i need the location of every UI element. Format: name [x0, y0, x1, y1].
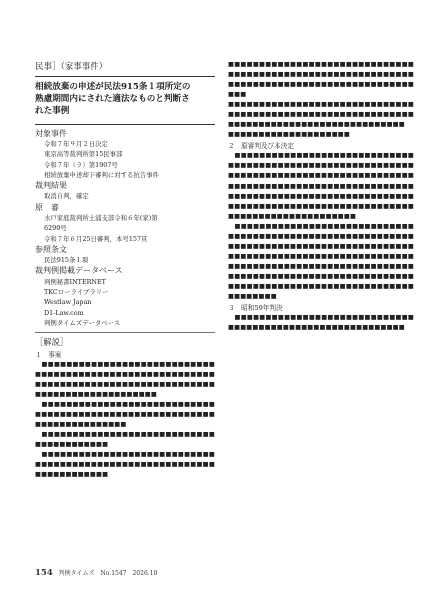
top-rule: [35, 76, 215, 77]
subject-label: 対象事件: [35, 128, 67, 138]
body-paragraph: ■■■■■■■■■■■■■■■■■■■■: [228, 131, 350, 139]
database-line: TKCローライブラリー: [44, 288, 109, 297]
right-column: [228, 60, 414, 333]
left-column: [35, 60, 215, 481]
page-number: 154: [35, 568, 53, 578]
subject-line: 東京高等裁判所第15民事部: [44, 150, 123, 159]
body-paragraph: ■■■■■■■■■■■■■■■■■■■■■■■■■■■■■■■■■■■■■■■■■■■■■■■■■■■■■■■■■■■■■■■■■■■■■■■■■■■■■■■■■■■■■■■■■■■■■■■■■■■■■■■■■■■■■■■■■■■■■■■■■■■■■■■■■■■■■■■■■■■■■■■■■■■■■■■■■■■■■■■■■■■■■■■■■■■■■■■■■■■■■■■■■■■■■■■■■■■■■■■■■■■■■■■■■■■■■■■■■: [228, 222, 414, 301]
body-paragraph: ■■■■■■■■■■■■■■■■■■■■■■■■■■■■■■■■■■■■■■■■■■■■■■■■■■■■■■■■■■■■■■■■■■■■■■■■■■■■■■■■■■■■■■■■■■■■■■■■■■■■■■■■■■: [35, 360, 215, 399]
body-paragraph: ■■■■■■■■■■■■■■■■■■■■■■■■■■■■■■■■■■■■■■■■■■■■■■■■■■■■■■■■■■■■■■■■■■■■■■■■■■■■■■■■■■■■■■■■■■■■■■■■■■■■■■■■■■■■■■■■■■■■■■■■■■■■■■■■■■■■■■■■■■■■■■■■■■■■■■■■■■■■■■■■■■■■■■■■■■■■■■■■■■■■■■■■■■■■■■■■■■■■■■■■: [228, 152, 414, 220]
result-label: 裁判結果: [35, 180, 67, 190]
title-line: 熟慮期間内にされた適法なものと判断さ: [35, 94, 190, 105]
database-line: D1-Law.com: [44, 308, 84, 317]
page-footer: [35, 568, 415, 578]
subject-line: 相続放棄申述却下審判に対する抗告事件: [44, 170, 160, 179]
title-line: れた事例: [35, 106, 70, 117]
section-heading: １ 事案: [35, 350, 62, 359]
article-title: [35, 81, 215, 118]
body-paragraph: ■■■■■■■■■■■■■■■■■■■■■■■■■■■■■■■■■■■■■■■■■■■■■■■■■■■■■■■■■■■■■■■■■■■■■■■■■■■■■■■■■■■■■■■■■■■■■: [228, 61, 414, 99]
section-heading: ２ 原審判及び本決定: [228, 142, 294, 151]
body-paragraph: ■■■■■■■■■■■■■■■■■■■■■■■■■■■■■■■■■■■■■■■■■■■■■■■■■■■■■■■■■■: [228, 314, 414, 332]
database-line: 判例タイムズデータベース: [44, 318, 121, 327]
commentary-rule: [35, 332, 215, 333]
commentary-heading: ［解説］: [35, 336, 69, 347]
category-label: 民事］（家事事件）: [35, 62, 108, 72]
database-label: 裁判例掲載データベース: [35, 266, 123, 276]
section-heading: ３ 昭和59年判決: [228, 304, 283, 313]
original-line: 6290号: [44, 224, 67, 233]
database-line: Westlaw Japan: [44, 298, 92, 307]
result-line: 取消自判，確定: [44, 192, 89, 201]
subject-line: 令和７年（ラ）第1907号: [44, 160, 118, 169]
original-line: 水戸家庭裁判所土浦支部令和６年(家)第: [44, 214, 158, 223]
original-line: 令和７年６月25日審判，本号157頁: [44, 234, 148, 243]
database-line: 判例秘書INTERNET: [44, 277, 106, 286]
subject-line: 令和７年９月２日決定: [44, 140, 108, 149]
body-paragraph: ■■■■■■■■■■■■■■■■■■■■■■■■■■■■■■■■■■■■■■■■■■■■■■■■■■■■■■■■■■■■■■■■■■■■■: [35, 451, 215, 479]
body-paragraph: ■■■■■■■■■■■■■■■■■■■■■■■■■■■■■■■■■■■■■■■■■■■■■■■■■■■■■■■■■■■■■■■■■■■■■■■■■■■■■■■■■■■■■■■■■: [228, 101, 414, 129]
title-line: 相続放棄の申述が民法915条１項所定の: [35, 82, 191, 92]
body-paragraph: ■■■■■■■■■■■■■■■■■■■■■■■■■■■■■■■■■■■■■■■■■■■■■■■■■■■■■■■■■■■■■■■■■■■■■■■■: [35, 401, 215, 429]
reference-line: 民法915条１項: [44, 256, 89, 265]
journal-info: 判例タイムズ No.1547 2026.10: [58, 570, 158, 577]
reference-label: 参照条文: [35, 244, 67, 254]
original-label: 原 審: [35, 202, 59, 212]
body-paragraph: ■■■■■■■■■■■■■■■■■■■■■■■■■■■■■■■■■■■■■■■■: [35, 431, 215, 449]
title-rule: [35, 124, 215, 125]
